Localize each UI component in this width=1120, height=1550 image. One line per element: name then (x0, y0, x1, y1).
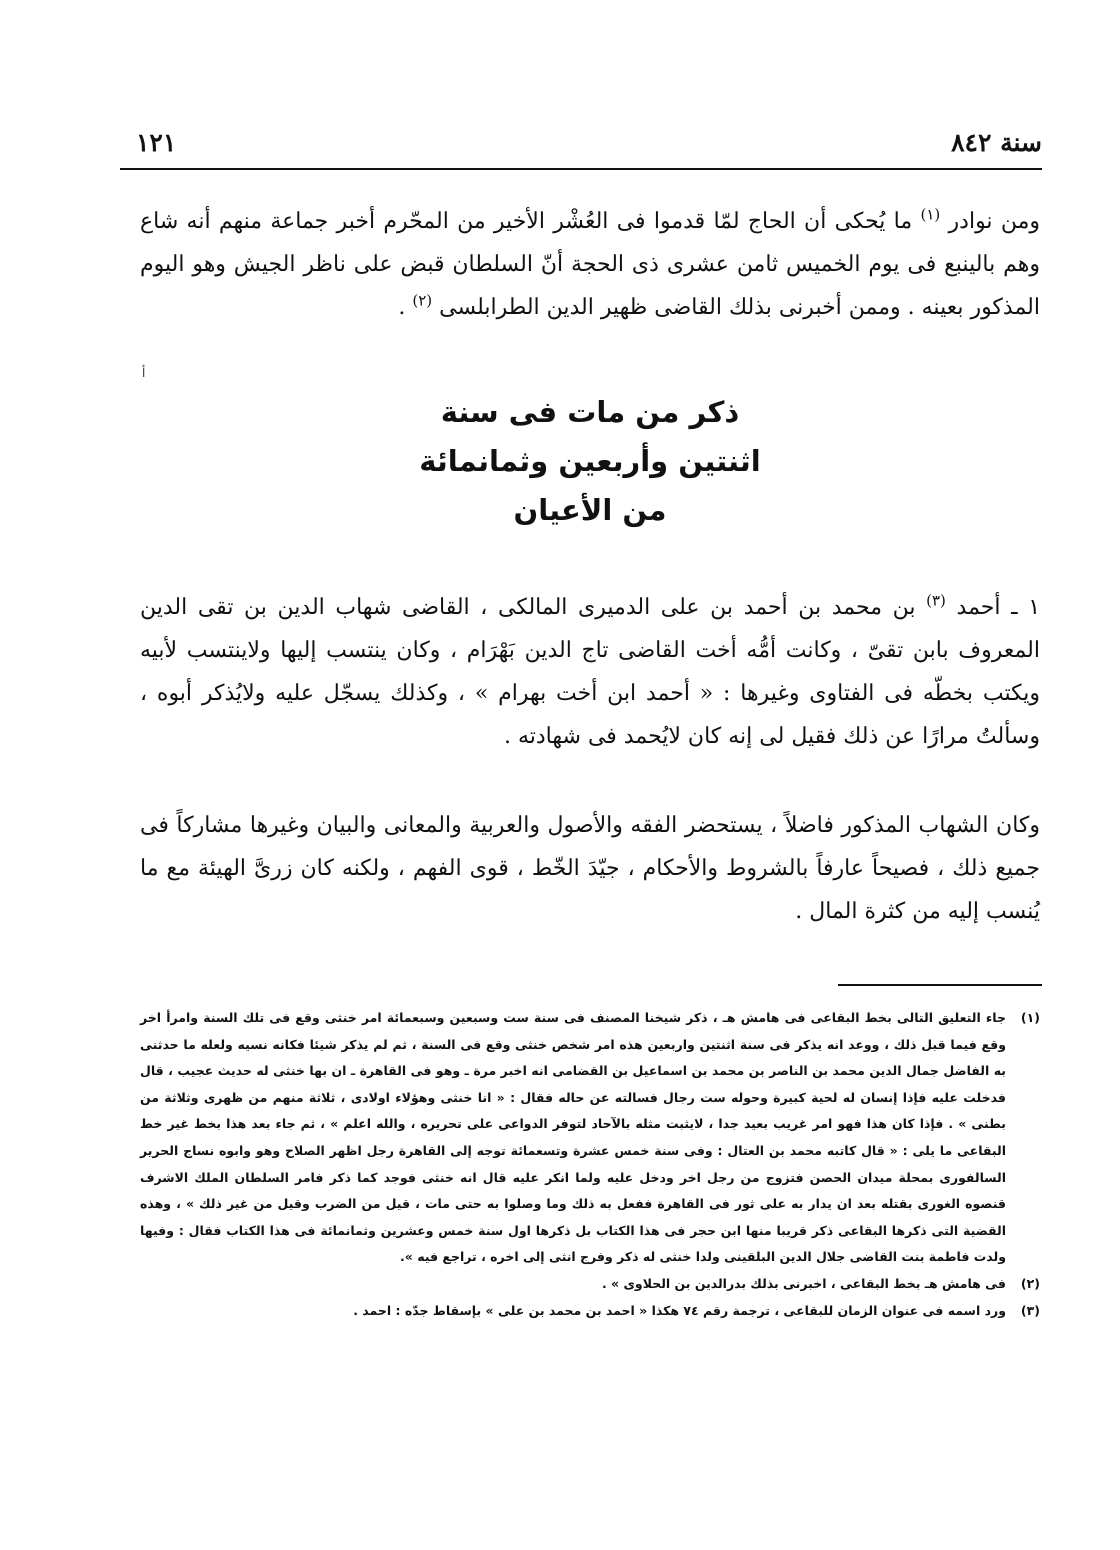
stray-mark: أ (142, 366, 146, 380)
paragraph-1-body: ما يُحكى أن الحاج لمّا قدموا فى العُشْر الأخير من المحّرم أخبر جماعة منهم أنه شاع وهم بالينبع فى يوم الخميس ثامن عشرى ذى الحجة أنّ السلطان قبض على ناظر الجيش وهو اليوم المذكور بعينه . وممن أخبرنى بذلك القاضى ظهير الدين الطرابلسى (140, 209, 1040, 320)
heading-line-1: ذكر من مات فى سنة (440, 395, 740, 429)
footnote-3-marker: (٣) (1020, 1302, 1040, 1318)
page-number: ١٢١ (136, 128, 177, 157)
footnote-2 (140, 1271, 1040, 1298)
heading-line-3: من الأعيان (513, 493, 667, 527)
footnote-2-marker: (٢) (1020, 1275, 1040, 1291)
heading-line-2: اثنتين وأربعين وثمانمائة (419, 444, 761, 478)
footnote-1-marker: (١) (1020, 1010, 1040, 1025)
running-title: سنة ٨٤٢ (951, 128, 1042, 157)
page-header (120, 128, 1042, 170)
footnote-ref-2: (٢) (412, 291, 433, 310)
paragraph-2-body: بن محمد بن أحمد بن على الدميرى المالكى ، القاضى شهاب الدين بن تقى الدين المعروف بابن تقىّ ، وكانت أمُّه أخت القاضى تاج الدين بَهْرَام ، وكان ينتسب إليها ولاينتسب لأبيه ويكتب بخطّه فى الفتاوى وغيرها : « أحمد ابن أخت بهرام » ، وكذلك يسجّل عليه ولايُذكر أبوه ، وسألتُ مرارًا عن ذلك فقيل لى إنه كان لايُحمد فى شهادته . (140, 595, 1040, 749)
paragraph-2-lead: ١ ـ أحمد (956, 595, 1041, 620)
paragraph-1-lead: ومن نوادر (948, 209, 1040, 234)
footnote-3 (140, 1298, 1040, 1325)
footnote-1 (140, 1005, 1040, 1271)
footnote-1-text: جاء التعليق التالى بخط البقاعى فى هامش هـ ، ذكر شيخنا المصنف فى سنة ست وسبعين وسبعمائة امر خنثى وقع فى تلك السنة وامرأ اخر وقع فيما قبل ذلك ، ووعد انه يذكر فى سنة اثنتين واربعين هذه امر شخص خنثى وقع فى السنة ، ثم لم يذكر شيئا فكانه نسيه ولعله ما حدثنى به الفاضل جمال الدين محمد بن الناصر بن محمد بن اسماعيل بن القضامى انه اخبر مرة ـ وهو فى القاهرة ـ ان بها خنثى له حديث عجيب ، قال فدخلت عليه فإذا إنسان له لحية كبيرة وحوله ست رجال فسالته عن حاله فقال : « انا خنثى وهؤلاء اولادى ، ثلاثة منهم من ظهرى وثلاثة من بطنى » . فإذا كان هذا فهو امر غريب بعيد جدا ، لايثبت مثله بالآحاد لتوفر الدواعى على تحريره ، والله اعلم » ، ثم جاء بعد هذا بخط غير خط البقاعى ما يلى : « قال كاتبه محمد بن العتال : وفى سنة خمس عشرة وتسعمائة توجه إلى القاهرة رجل اظهر الصلاح وهو وابوه نساج الحرير السالفورى بمحلة ميدان الحصن فتزوج من رجل اخر ودخل عليه ولما انكر عليه قال انه خنثى فوجد كما ذكر فامر السلطان الملك الاشرف قنصوه الغورى بقتله بعد ان يدار به على ثور فى القاهرة ففعل به ذلك وما وصلوا به حتى مات ، قيل من الضرب وقيل من غير ذلك » ، وهذه القضية التى ذكرها البقاعى ذكر قريبا منها ابن حجر فى هذا الكتاب بل ذكرها اول سنة خمس وعشرين وثمانمائة فى هذا الكتاب فقال : وفيها ولدت فاطمة بنت القاضى جلال الدين البلقينى ولدا خنثى له ذكر وفرج انثى إلى اخره ، تراجع فيه ». (140, 1010, 1006, 1265)
paragraph-1-end: . (398, 295, 406, 320)
footnote-divider (838, 984, 1042, 986)
section-heading (140, 388, 1040, 535)
footnote-2-text: فى هامش هـ بخط البقاعى ، اخبرنى بذلك بدرالدين بن الحلاوى » . (601, 1275, 1006, 1291)
paragraph-3: وكان الشهاب المذكور فاضلاً ، يستحضر الفقه والأصول والعربية والمعانى والبيان وغيرها مشاركاً فى جميع ذلك ، فصيحاً عارفاً بالشروط والأحكام ، جيّدَ الخّط ، قوى الفهم ، ولكنه كان زرىَّ الهيئة مع ما يُنسب إليه من كثرة المال . (140, 813, 1040, 924)
footnote-3-text: ورد اسمه فى عنوان الزمان للبقاعى ، ترجمة رقم ٧٤ هكذا « احمد بن محمد بن على » بإسقاط جدّه : احمد . (353, 1302, 1006, 1318)
paragraph-2 (140, 586, 1040, 758)
footnotes (140, 1005, 1040, 1324)
footnote-ref-1: (١) (920, 205, 941, 224)
footnote-ref-3: (٣) (926, 591, 946, 610)
paragraph-1 (140, 200, 1040, 329)
